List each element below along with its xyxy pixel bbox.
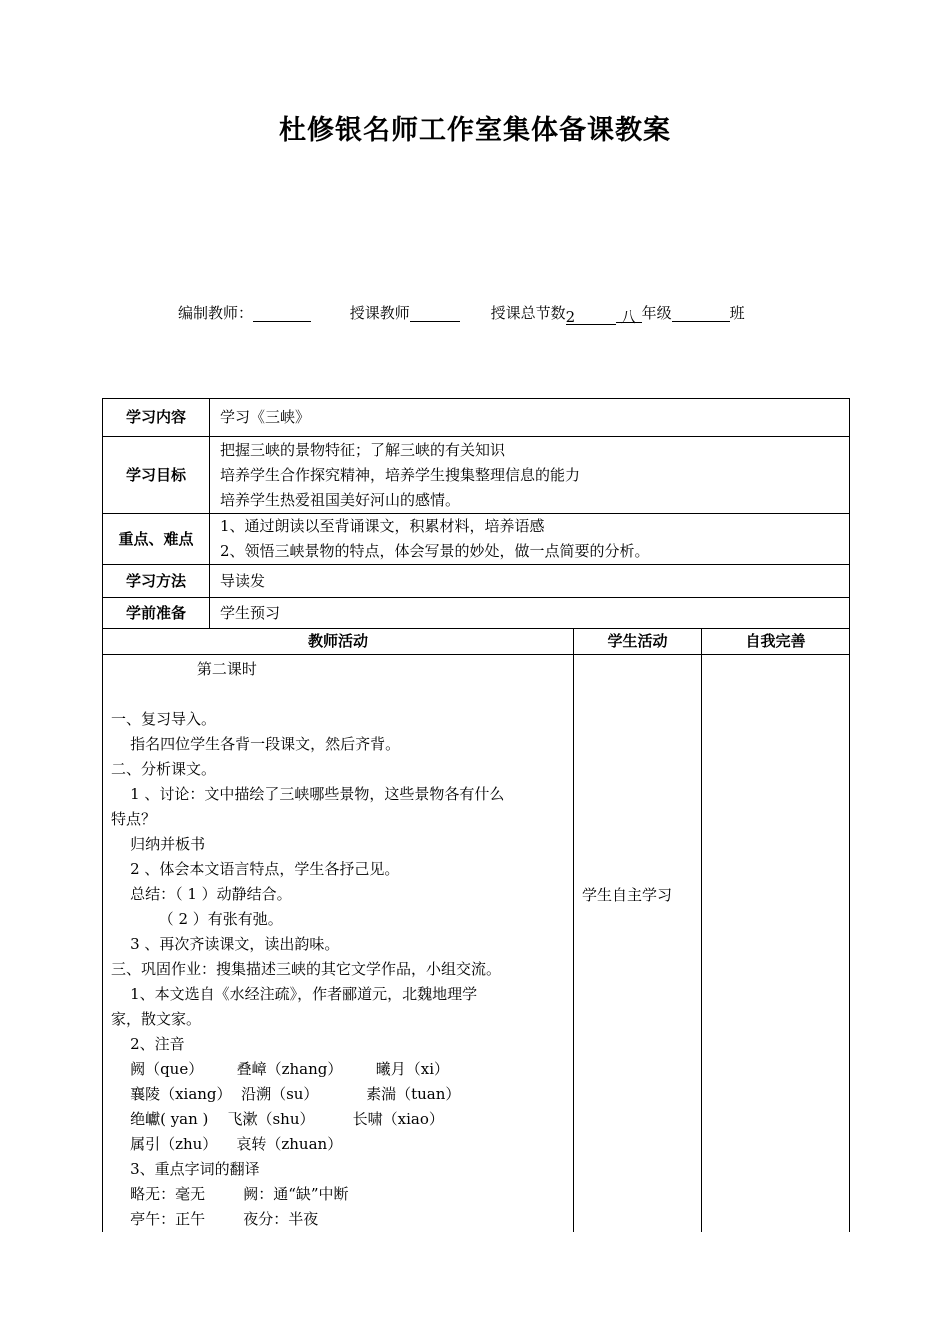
activity-row xyxy=(103,655,850,1233)
value-method xyxy=(210,565,850,598)
value-keypoints xyxy=(210,514,850,565)
value-line: 导读发 xyxy=(220,571,266,590)
teacher-line: 襄陵（xiang） 沿溯（su） 素湍（tuan） xyxy=(111,1085,461,1103)
class-blank xyxy=(672,305,730,322)
label-method: 学习方法 xyxy=(103,565,210,598)
self-improvement-cell xyxy=(702,655,850,1233)
value-line: 培养学生热爱祖国美好河山的感情。 xyxy=(220,490,461,509)
row-goals xyxy=(103,437,850,514)
grade-value: 八 xyxy=(616,306,642,323)
value-line: 把握三峡的景物特征；了解三峡的有关知识 xyxy=(220,440,506,459)
teacher-label: 授课教师 xyxy=(349,304,410,322)
teacher-line: 2 、体会本文语言特点，学生各抒己见。 xyxy=(111,860,400,878)
teacher-line: 特点？ xyxy=(111,810,157,828)
teacher-line: 阙（que） 叠嶂（zhang） 曦月（xi） xyxy=(111,1060,449,1078)
value-line: 学习《三峡》 xyxy=(220,408,311,426)
lesson-meta xyxy=(178,302,745,325)
row-method xyxy=(103,565,850,598)
teacher-line: 1 、讨论：文中描绘了三峡哪些景物，这些景物各有什么 xyxy=(111,785,505,803)
teacher-line: 亭午：正午 夜分：半夜 xyxy=(111,1210,319,1228)
student-activity-cell: 学生自主学习 xyxy=(574,655,702,1233)
teacher-line: 总结：（ 1 ）动静结合。 xyxy=(111,885,292,903)
teacher-line: 2、注音 xyxy=(111,1035,185,1053)
total-value: 2 xyxy=(566,308,616,325)
teacher-line: 一、复习导入。 xyxy=(111,710,217,728)
editor-label: 编制教师： xyxy=(178,304,254,322)
value-line: 学生预习 xyxy=(220,603,281,622)
grade-label: 年级 xyxy=(641,304,672,322)
teacher-line: 家，散文家。 xyxy=(111,1010,202,1028)
editor-blank xyxy=(253,305,311,322)
value-line: 培养学生合作探究精神，培养学生搜集整理信息的能力 xyxy=(220,465,581,484)
total-label: 授课总节数 xyxy=(490,304,566,322)
teacher-line: 归纳并板书 xyxy=(111,835,206,853)
teacher-line: 指名四位学生各背一段课文，然后齐背。 xyxy=(111,735,401,753)
value-line: 1、通过朗读以至背诵课文，积累材料，培养语感 xyxy=(220,517,545,535)
class-label: 班 xyxy=(729,304,745,322)
label-goals: 学习目标 xyxy=(103,437,210,514)
teacher-activity-cell xyxy=(103,655,574,1233)
label-keypoints: 重点、难点 xyxy=(103,514,210,565)
label-content: 学习内容 xyxy=(103,399,210,437)
row-content xyxy=(103,399,850,437)
teacher-line: 三、巩固作业：搜集描述三峡的其它文学作品，小组交流。 xyxy=(111,960,502,978)
teacher-line: 略无：毫无 阙：通“缺”中断 xyxy=(111,1185,349,1203)
label-prep: 学前准备 xyxy=(103,598,210,629)
teacher-line: （ 2 ）有张有弛。 xyxy=(111,910,283,928)
teacher-line: 1、本文选自《水经注疏》，作者郦道元，北魏地理学 xyxy=(111,985,478,1003)
header-teacher-activity: 教师活动 xyxy=(103,629,574,655)
teacher-line: 绝巘( yan ) 飞漱（shu） 长啸（xiao） xyxy=(111,1110,444,1128)
row-prep xyxy=(103,598,850,629)
lesson-plan-table xyxy=(102,398,850,1232)
teacher-blank xyxy=(410,305,460,322)
header-self-improvement: 自我完善 xyxy=(702,629,850,655)
teacher-line: 二、分析课文。 xyxy=(111,760,217,778)
value-goals xyxy=(210,437,850,514)
teacher-line: 第二课时 xyxy=(111,660,257,678)
page-title: 杜修银名师工作室集体备课教案 xyxy=(279,115,671,146)
header-student-activity: 学生活动 xyxy=(574,629,702,655)
value-prep xyxy=(210,598,850,629)
teacher-line: 3、重点字词的翻译 xyxy=(111,1160,260,1178)
value-line: 2、领悟三峡景物的特点，体会写景的妙处，做一点简要的分析。 xyxy=(220,542,650,560)
value-content xyxy=(210,399,850,437)
teacher-line: 3 、再次齐读课文，读出韵味。 xyxy=(111,935,340,953)
teacher-line xyxy=(111,682,565,707)
teacher-line: 属引（zhu） 哀转（zhuan） xyxy=(111,1135,343,1153)
column-header-row xyxy=(103,629,850,655)
row-keypoints xyxy=(103,514,850,565)
